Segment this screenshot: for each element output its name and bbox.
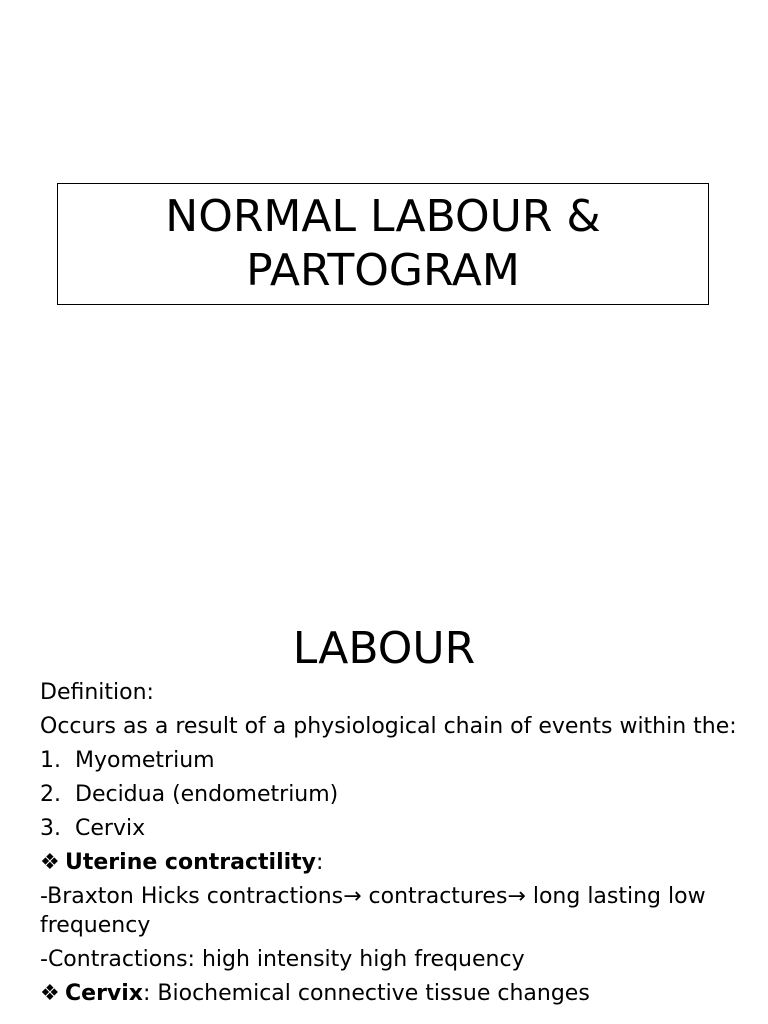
uterine-bullet <box>40 849 740 878</box>
uterine-suffix: : <box>316 850 324 875</box>
list-number: 1. <box>40 748 61 773</box>
list-text: Cervix <box>75 816 146 841</box>
intro-text: Occurs as a result of a physiological chain of events within the: <box>40 714 737 739</box>
list-text: Decidua (endometrium) <box>75 782 339 807</box>
slide-body <box>40 679 740 1014</box>
cervix-suffix: : Biochemical connective tissue changes <box>143 980 590 1006</box>
uterine-label: Uterine contractility <box>65 850 317 875</box>
diamond-bullet-icon: ❖ <box>40 850 60 875</box>
list-item <box>40 781 740 810</box>
list-number: 2. <box>40 782 61 807</box>
slide-heading: LABOUR <box>292 623 476 674</box>
title-box <box>57 183 709 305</box>
diamond-bullet-icon: ❖ <box>40 980 60 1006</box>
definition-label: Definition: <box>40 680 154 705</box>
title-line-1: NORMAL LABOUR & <box>165 191 601 242</box>
cervix-bullet <box>40 980 740 1009</box>
cervix-label: Cervix <box>65 980 143 1006</box>
contractions-text: -Contractions: high intensity high frequency <box>40 946 525 972</box>
list-text: Myometrium <box>75 748 215 773</box>
presentation-title <box>165 190 600 298</box>
list-number: 3. <box>40 816 61 841</box>
braxton-text: -Braxton Hicks contractions→ contractures→ long lasting low frequency <box>40 884 706 938</box>
title-line-2: PARTOGRAM <box>246 245 520 296</box>
list-item <box>40 747 740 776</box>
slide-labour <box>0 576 768 1024</box>
list-item <box>40 815 740 844</box>
